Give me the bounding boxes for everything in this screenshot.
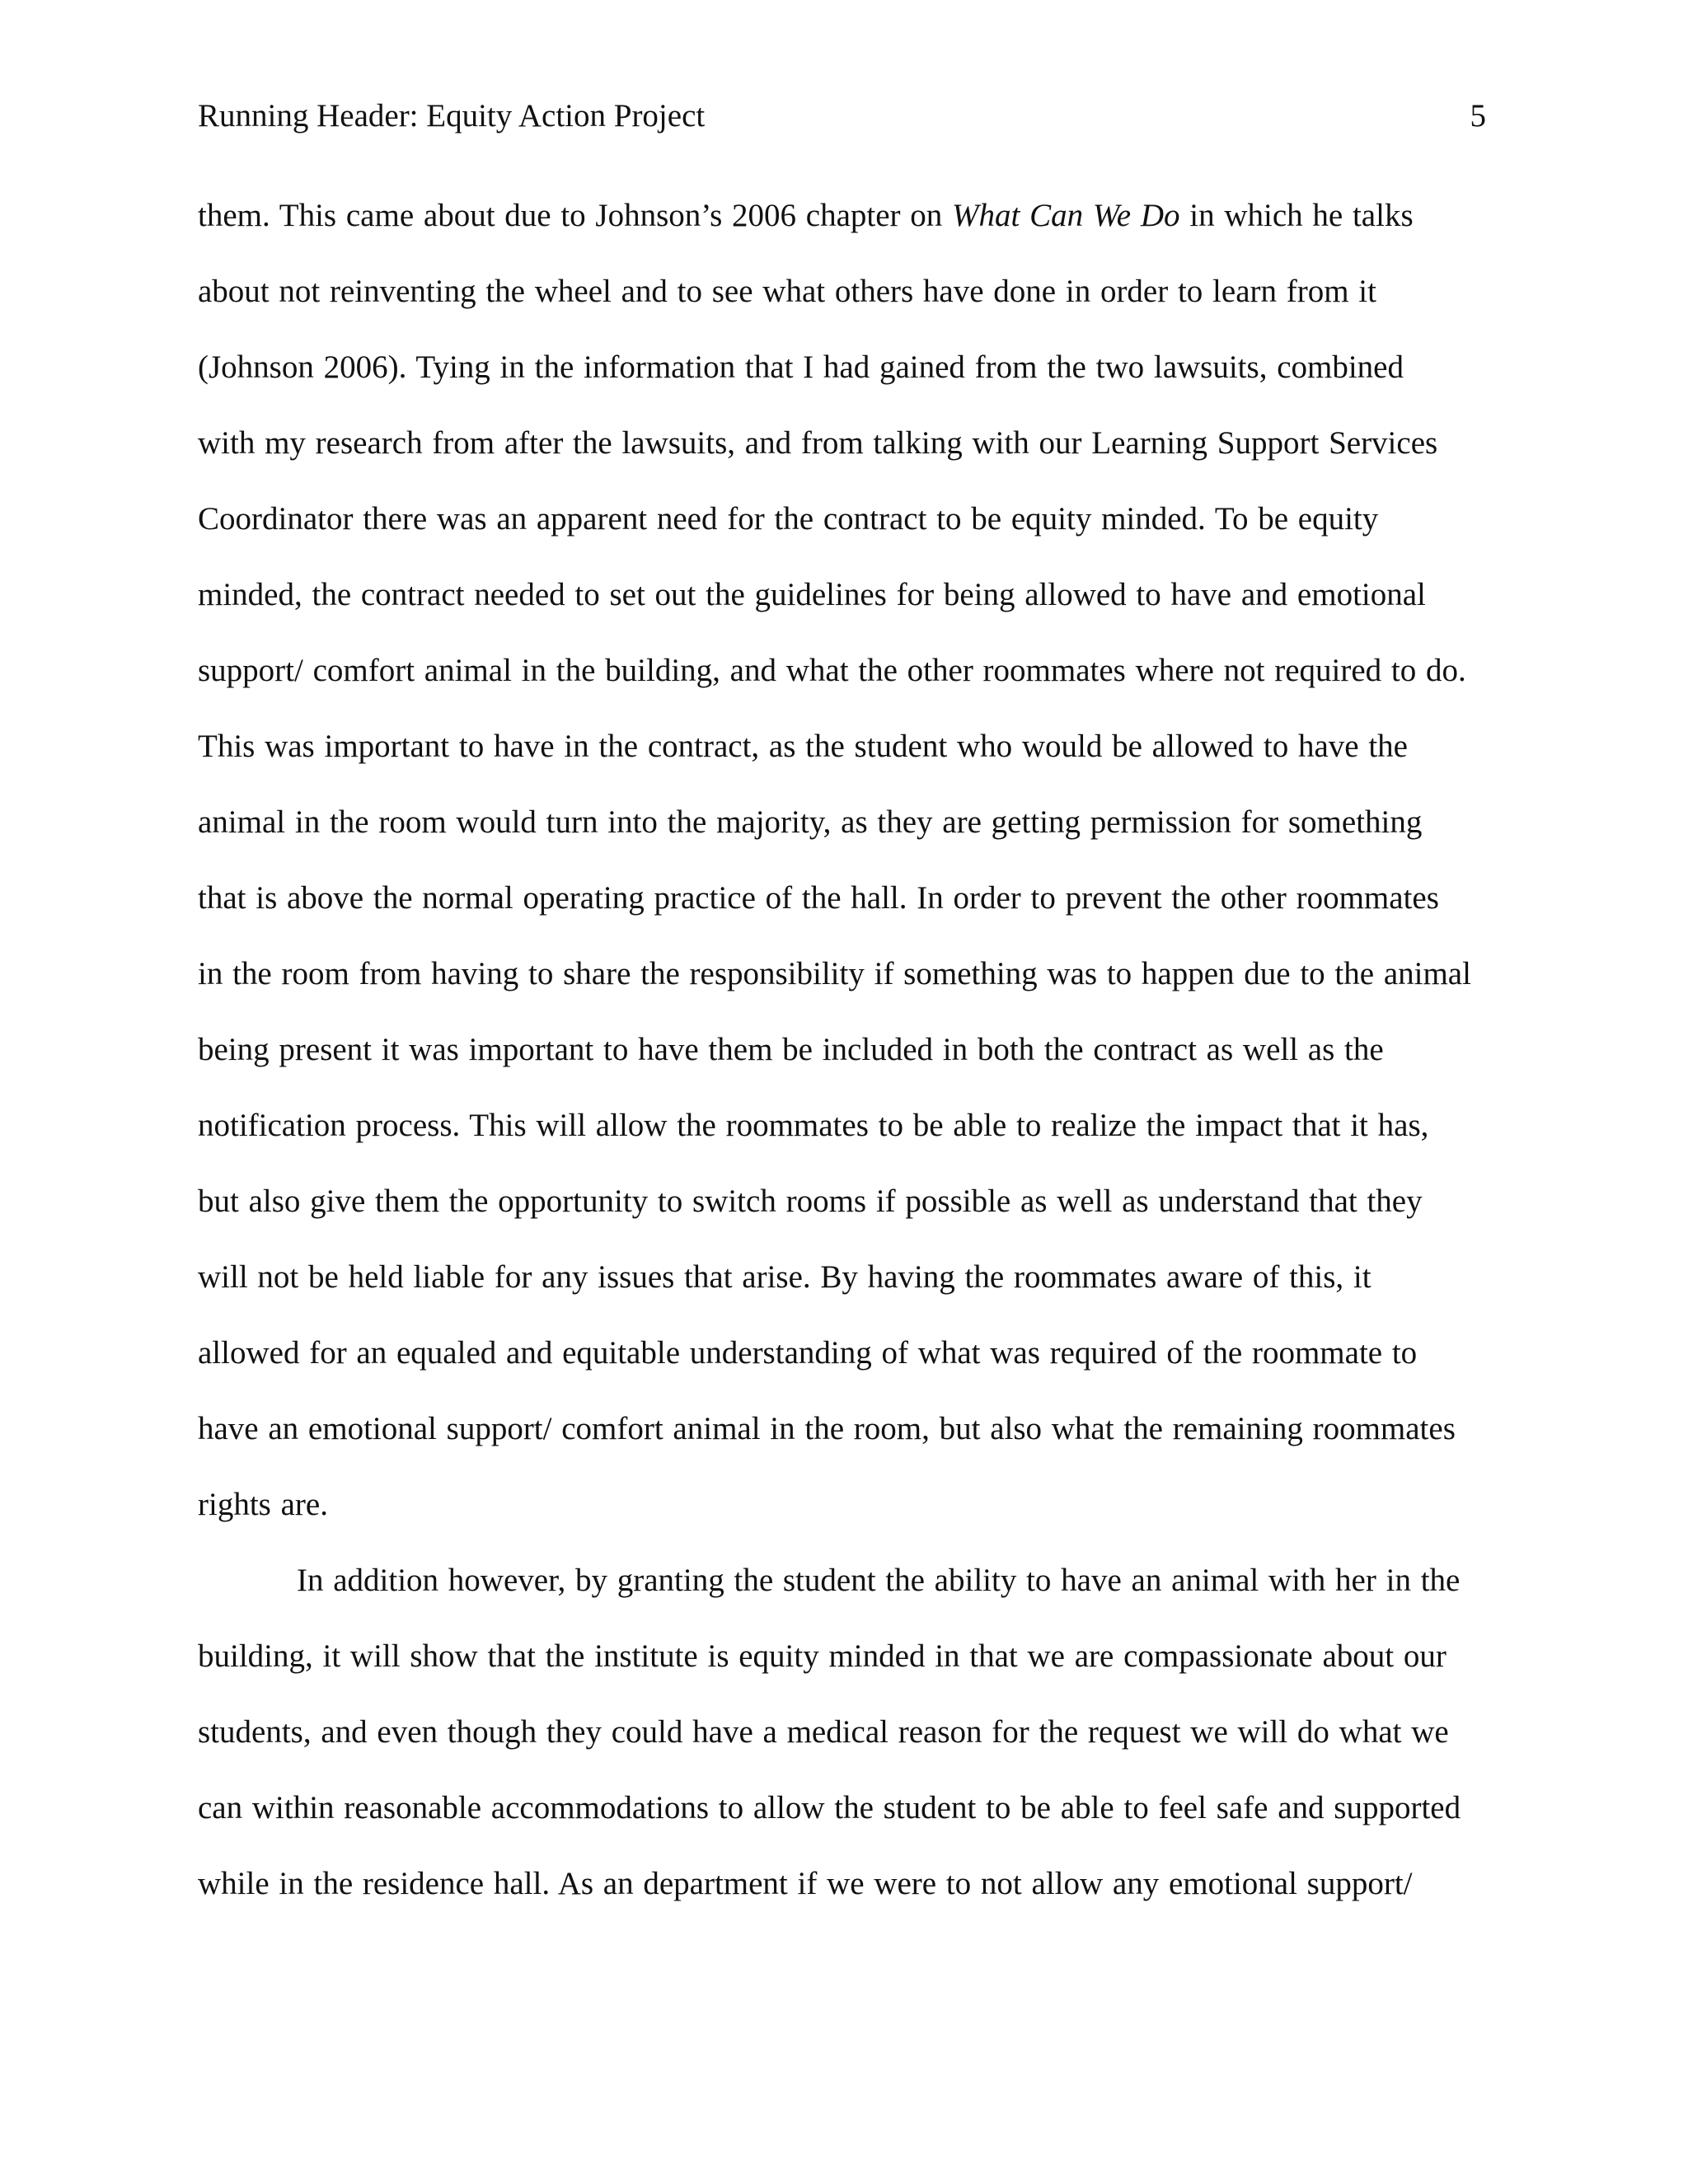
text-line: rights are. <box>198 1487 328 1522</box>
text-line: notification process. This will allow the roommates to be able to realize the impact that it has, <box>198 1108 1429 1143</box>
text-line: students, and even though they could have a medical reason for the request we will do what we <box>198 1714 1449 1750</box>
text-line: being present it was important to have them be included in both the contract as well as the <box>198 1032 1384 1067</box>
text-line: animal in the room would turn into the majority, as they are getting permission for something <box>198 804 1423 840</box>
text-line: Coordinator there was an apparent need for the contract to be equity minded. To be equity <box>198 501 1379 537</box>
text-line: with my research from after the lawsuits, and from talking with our Learning Support Services <box>198 425 1438 461</box>
body-text <box>198 193 1508 1937</box>
text-line: while in the residence hall. As an department if we were to not allow any emotional support/ <box>198 1866 1413 1901</box>
text-line: (Johnson 2006). Tying in the information that I had gained from the two lawsuits, combined <box>198 349 1404 385</box>
running-header: Running Header: Equity Action Project <box>198 98 706 134</box>
text-line: can within reasonable accommodations to allow the student to be able to feel safe and supported <box>198 1790 1461 1825</box>
text-line: will not be held liable for any issues that arise. By having the roommates aware of this, it <box>198 1259 1372 1295</box>
text-line: about not reinventing the wheel and to see what others have done in order to learn from it <box>198 274 1376 309</box>
text-segment: in which he talks <box>1179 198 1414 233</box>
text-segment: them. This came about due to Johnson’s 2006 chapter on <box>198 198 953 233</box>
text-line: have an emotional support/ comfort animal in the room, but also what the remaining roommates <box>198 1411 1456 1446</box>
book-title: What Can We Do <box>952 198 1180 233</box>
text-line: minded, the contract needed to set out the guidelines for being allowed to have and emotional <box>198 577 1426 612</box>
text-line: support/ comfort animal in the building, and what the other roommates where not required to do. <box>198 653 1466 688</box>
text-line: that is above the normal operating practice of the hall. In order to prevent the other roommates <box>198 880 1439 916</box>
text-line: building, it will show that the institute is equity minded in that we are compassionate about our <box>198 1638 1447 1674</box>
page-number: 5 <box>1470 98 1486 134</box>
text-line: allowed for an equaled and equitable understanding of what was required of the roommate to <box>198 1335 1418 1371</box>
text-line: in the room from having to share the responsibility if something was to happen due to the animal <box>198 956 1471 991</box>
text-line <box>198 193 1508 269</box>
paragraph-first-line: In addition however, by granting the student the ability to have an animal with her in the <box>297 1563 1461 1598</box>
text-line: This was important to have in the contract, as the student who would be allowed to have the <box>198 729 1408 764</box>
text-line: but also give them the opportunity to switch rooms if possible as well as understand that they <box>198 1183 1423 1219</box>
